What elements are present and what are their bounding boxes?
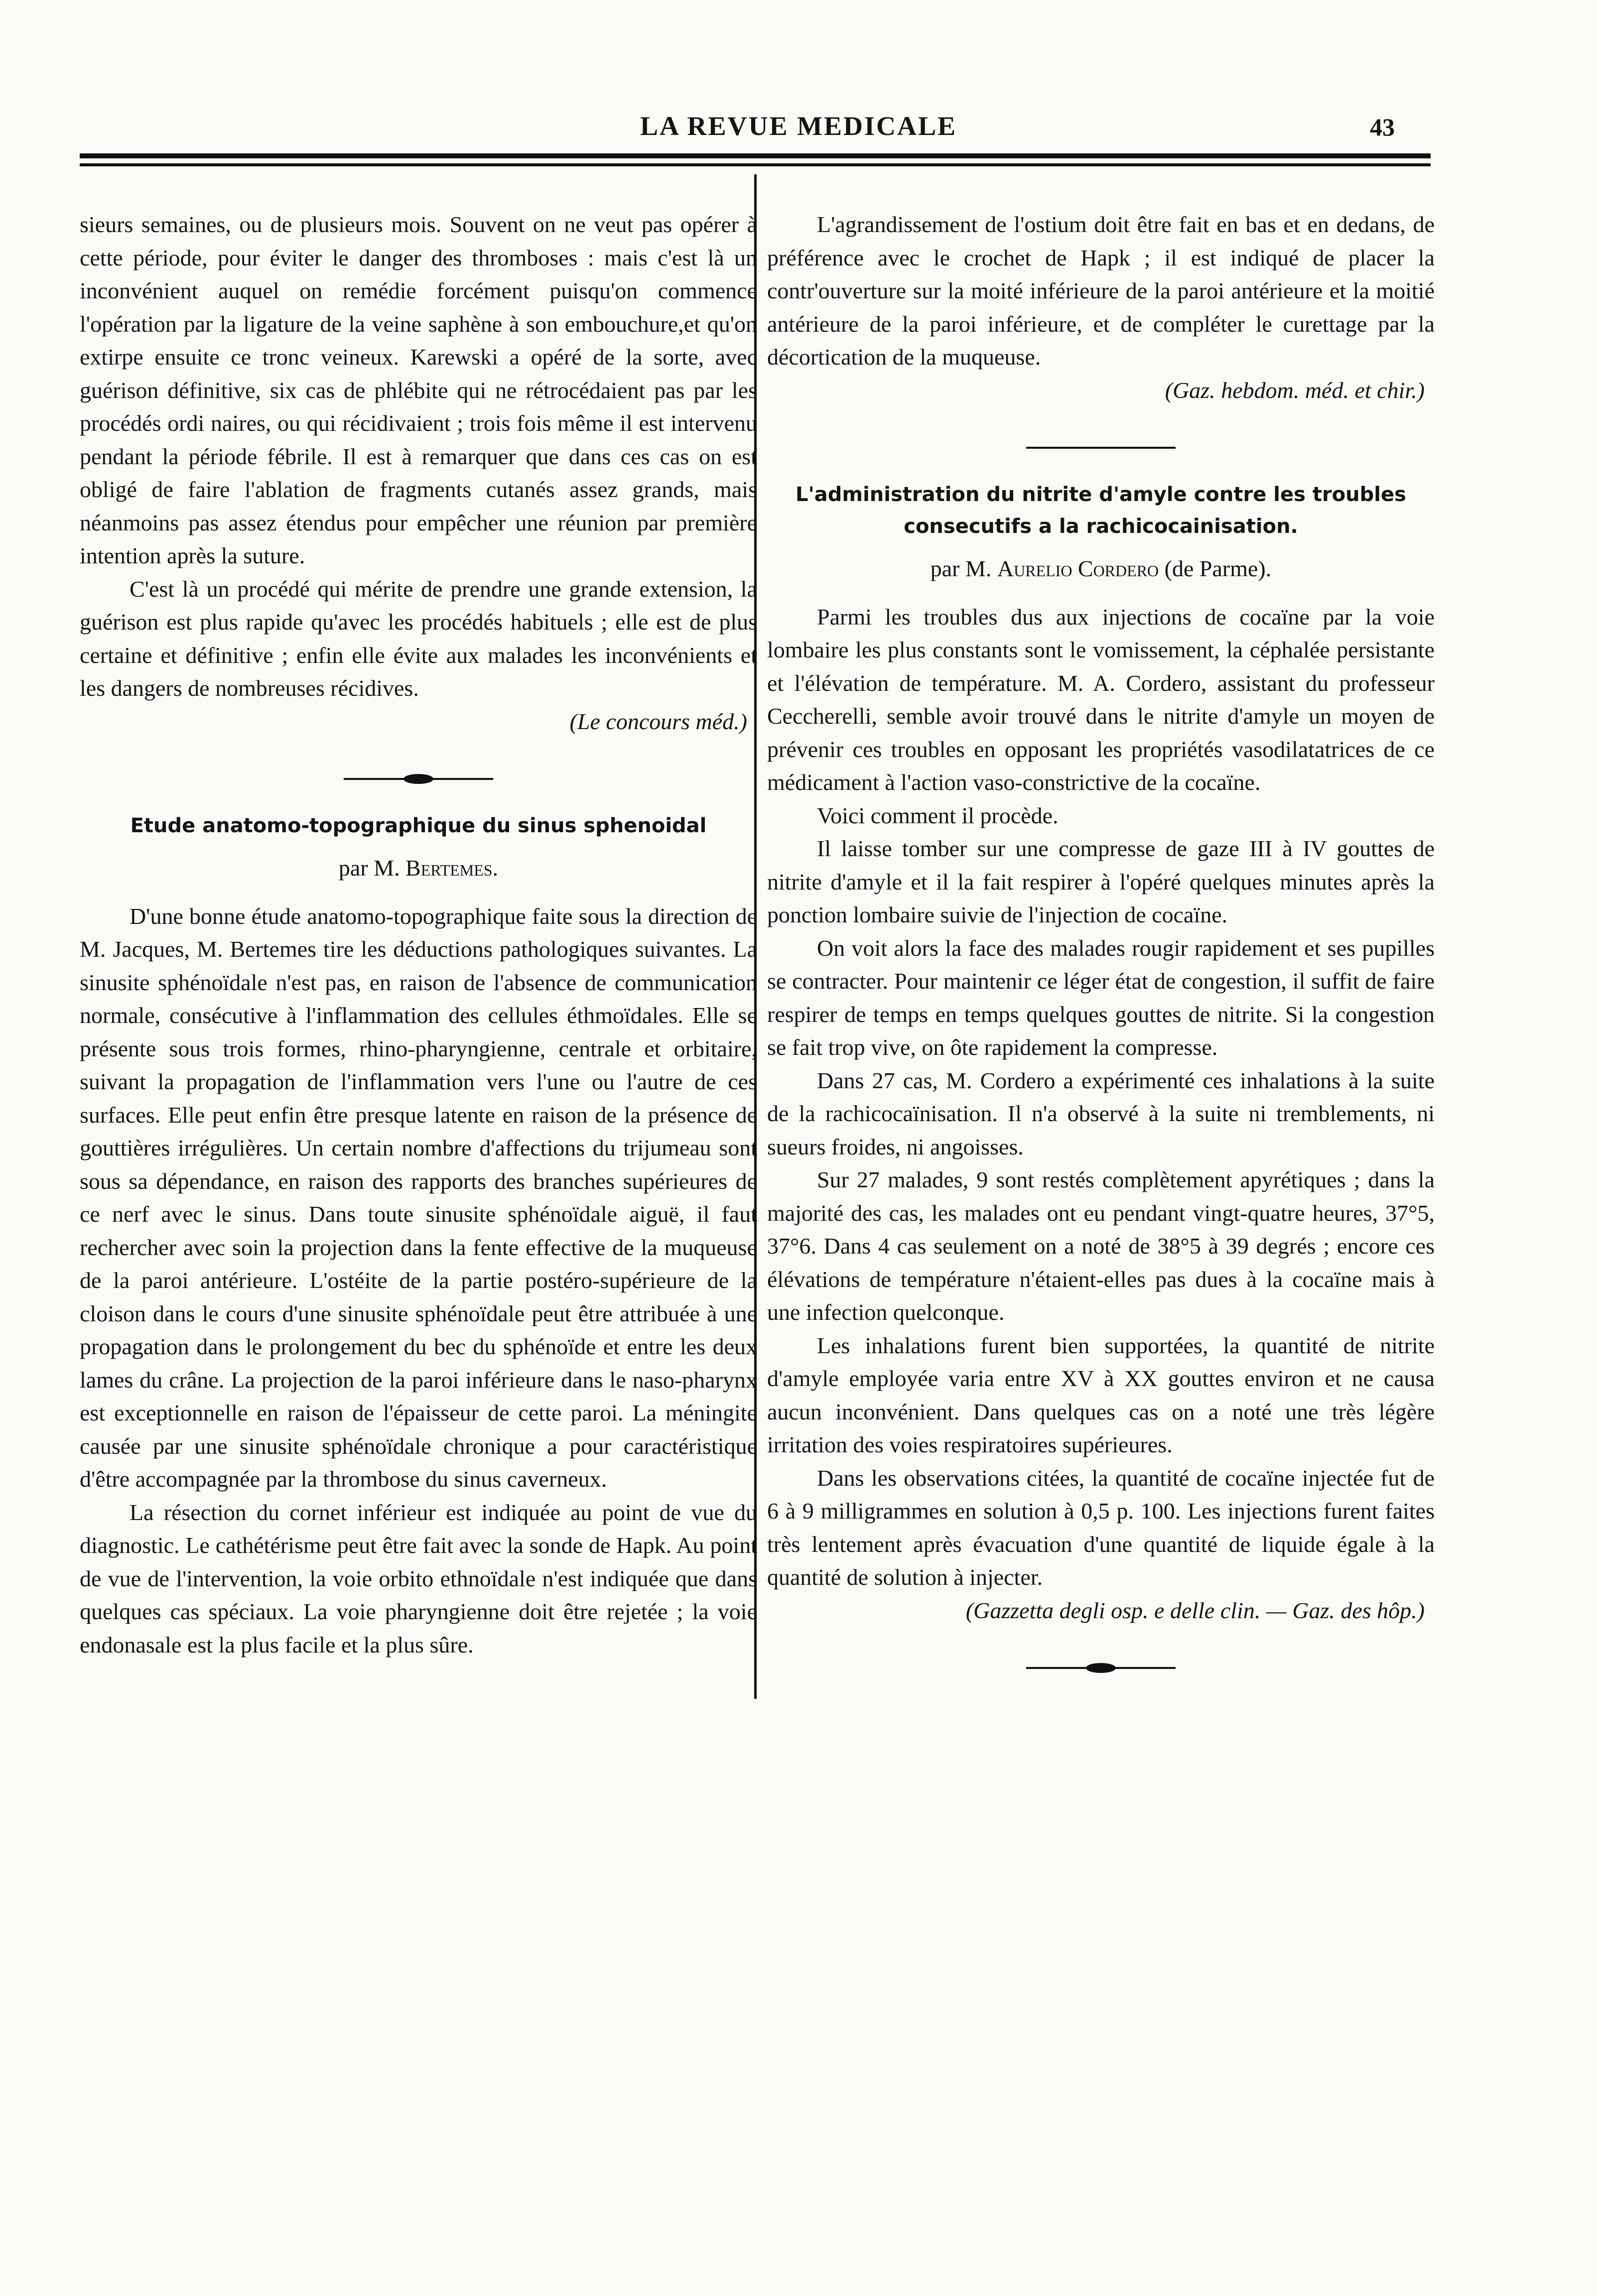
article-title-sphenoidal: Etude anatomo-topographique du sinus sphenoidal — [130, 814, 707, 837]
byline-prefix: par M. — [338, 855, 400, 881]
right-paragraph-7: Sur 27 malades, 9 sont restés complètement apyrétiques ; dans la majorité des cas, les malades ont eu pendant vingt-quatre heures, 37°5, 37°6. Dans 4 cas seulement on a noté de 38°5 à 39 degrés ; encore ces élévations de température n'étaient-elles pas dues à la cocaïne mais à une infection quelconque. — [767, 1167, 1435, 1325]
ornament-separator-end — [1026, 1667, 1176, 1669]
byline-suffix: (de Parme). — [1164, 556, 1272, 581]
left-paragraph-2: C'est là un procédé qui mérite de prendre une grande extension, la guérison est plus rapide qu'avec les procédés habituels ; elle est de plus certaine et définitive ; enfin elle évite aux malades les inconvénients et les dangers de nombreuses récidives. — [80, 576, 757, 701]
byline-bertemes — [80, 852, 757, 885]
right-paragraph-2: Parmi les troubles dus aux injections de cocaïne par la voie lombaire les plus constants sont le vomissement, la céphalée persistante et l'élévation de température. M. A. Cordero, assistant du professeur Ceccherelli, semble avoir trouvé dans le nitrite d'amyle un moyen de prévenir ces troubles en opposant les propriétés vasodilatatrices de ce médicament à l'action vaso-constrictive de la cocaïne. — [767, 604, 1435, 795]
ornament-separator — [344, 778, 493, 780]
right-paragraph-1: L'agrandissement de l'ostium doit être fait en bas et en dedans, de préférence avec le crochet de Hapk ; il est indiqué de placer la contr'ouverture sur la moité inférieure de la paroi antérieure et la moitié antérieure de la paroi inférieure, et de compléter le curettage par la décortication de la muqueuse. — [767, 212, 1435, 370]
left-column — [80, 208, 757, 1661]
author-name: Aurelio Cordero — [997, 556, 1159, 581]
article-title-nitrite-line-1: L'administration du nitrite d'amyle contre les troubles — [796, 483, 1406, 506]
left-source-1: (Le concours méd.) — [569, 708, 747, 734]
right-source-2: (Gazzetta degli osp. e delle clin. — Gaz. des hôp.) — [965, 1597, 1425, 1623]
right-source-1: (Gaz. hebdom. méd. et chir.) — [1165, 377, 1425, 403]
right-paragraph-5: On voit alors la face des malades rougir rapidement et ses pupilles se contracter. Pour maintenir ce léger état de congestion, il suffit de faire respirer de temps en temps quelques gouttes de nitrite. Si la congestion se fait trop vive, on ôte rapidement la compresse. — [767, 935, 1435, 1060]
right-column — [767, 208, 1435, 1699]
left-paragraph-3: D'une bonne étude anatomo-topographique faite sous la direction de M. Jacques, M. Bertemes tire les déductions pathologiques suivantes. La sinusite sphénoïdale n'est pas, en raison de l'absence de communication normale, consécutive à l'inflammation des cellules éthmoïdales. Elle se présente sous trois formes, rhino-pharyngienne, centrale et orbitaire, suivant la propagation de l'inflammation vers l'une ou l'autre de ces surfaces. Elle peut enfin être presque latente en raison de la présence de gouttières irrégulières. Un certain nombre d'affections du trijumeau sont sous sa dépendance, en raison des rapports des branches supérieures de ce nerf avec le sinus. Dans toute sinusite sphénoïdale aiguë, il faut rechercher avec soin la projection dans la fente effective de la muqueuse de la paroi antérieure. L'ostéite de la partie postéro-supérieure de la cloison dans le cours d'une sinusite sphénoïdale peut être attribuée à une propagation dans le prolongement du bec du sphénoïde et entre les deux lames du crâne. La projection de la paroi inférieure dans le naso-pharynx est exceptionnelle en raison de l'épaisseur de cette paroi. La méningite causée par une sinusite sphénoïdale chronique a pour caractéristique d'être accompagnée par la thrombose du sinus caverneux. — [80, 903, 757, 1492]
byline-cordero — [767, 552, 1435, 586]
plain-separator — [1026, 447, 1176, 449]
running-title: LA REVUE MEDICALE — [640, 111, 957, 141]
right-paragraph-3: Voici comment il procède. — [817, 802, 1059, 828]
byline-prefix: par M. — [930, 556, 992, 581]
left-paragraph-4: La résection du cornet inférieur est indiquée au point de vue du diagnostic. Le cathétérisme peut être fait avec la sonde de Hapk. Au point de vue de l'intervention, la voie orbito ethnoïdale n'est indiquée que dans quelques cas spéciaux. La voie pharyngienne doit être rejetée ; la voie endonasale est la plus facile et la plus sûre. — [80, 1499, 757, 1658]
author-name: Bertemes. — [405, 855, 499, 881]
left-paragraph-1: sieurs semaines, ou de plusieurs mois. Souvent on ne veut pas opérer à cette période, pour éviter le danger des thromboses : mais c'est là un inconvénient auquel on remédie forcément puisqu'on commence l'opération par la ligature de la veine saphène à son embouchure,et qu'on extirpe ensuite ce tronc veineux. Karewski a opéré de la sorte, avec guérison définitive, six cas de phlébite qui ne rétrocédaient pas par les procédés ordi naires, ou qui récidivaient ; trois fois même il est intervenu pendant la période fébrile. Il est à remarquer que dans ces cas on est obligé de faire l'ablation de fragments cutanés assez grands, mais néanmoins pas assez étendus pour empêcher une réunion par première intention après la suture. — [80, 212, 757, 568]
right-paragraph-6: Dans 27 cas, M. Cordero a expérimenté ces inhalations à la suite de la rachicocaïnisation. Il n'a observé à la suite ni tremblements, ni sueurs froides, ni angoisses. — [767, 1067, 1435, 1159]
header-rule — [80, 153, 1431, 166]
right-paragraph-4: Il laisse tomber sur une compresse de gaze III à IV gouttes de nitrite d'amyle et il la fait respirer à l'opéré quelques minutes après la ponction lombaire suivie de l'injection de cocaïne. — [767, 836, 1435, 927]
right-paragraph-9: Dans les observations citées, la quantité de cocaïne injectée fut de 6 à 9 milligrammes en solution à 0,5 p. 100. Les injections furent faites très lentement après évacuation d'une quantité de liquide égale à la quantité de solution à injecter. — [767, 1465, 1435, 1590]
page-number: 43 — [1370, 113, 1395, 141]
article-title-nitrite-line-2: consecutifs a la rachicocainisation. — [904, 515, 1298, 538]
right-paragraph-8: Les inhalations furent bien supportées, la quantité de nitrite d'amyle employée varia entre XV à XX gouttes environ et ne causa aucun inconvénient. Dans quelques cas on a noté une très légère irritation des voies respiratoires supérieures. — [767, 1332, 1435, 1457]
